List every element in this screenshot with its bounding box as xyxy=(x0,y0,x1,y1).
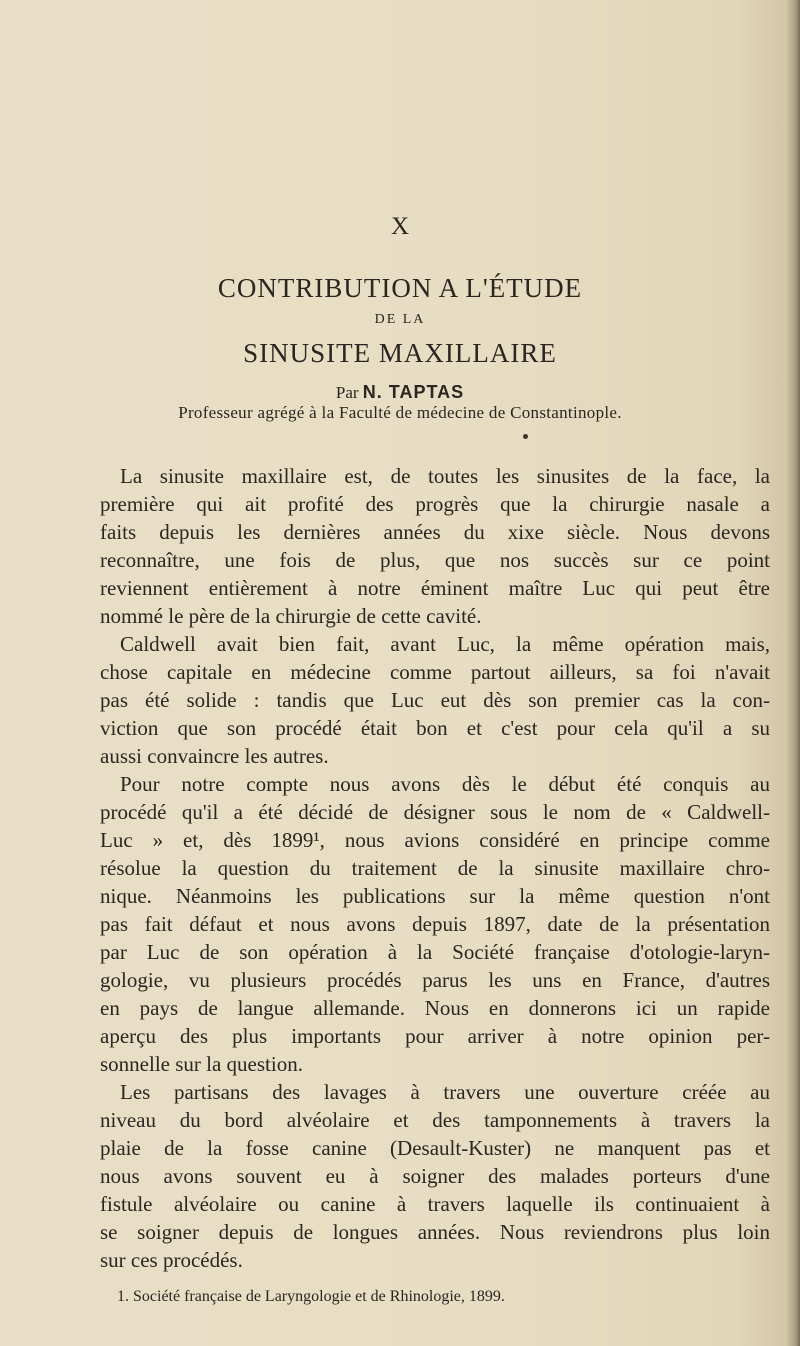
body-line: niveau du bord alvéolaire et des tamponnements à travers la xyxy=(100,1108,770,1132)
ornament-dot xyxy=(523,434,528,439)
body-line: aussi convaincre les autres. xyxy=(100,744,329,768)
body-line: reconnaître, une fois de plus, que nos succès sur ce point xyxy=(100,548,770,572)
body-line: faits depuis les dernières années du xixe siècle. Nous devons xyxy=(100,520,770,544)
title-line-2: DE LA xyxy=(374,312,426,327)
body-line: résolue la question du traitement de la sinusite maxillaire chro- xyxy=(100,856,770,880)
body-line: en pays de langue allemande. Nous en donnerons ici un rapide xyxy=(100,996,770,1020)
body-line: pas fait défaut et nous avons depuis 1897, date de la présentation xyxy=(100,912,770,936)
body-line: La sinusite maxillaire est, de toutes les sinusites de la face, la xyxy=(120,464,770,488)
body-line: viction que son procédé était bon et c'est pour cela qu'il a su xyxy=(100,716,770,740)
body-line: procédé qu'il a été décidé de désigner sous le nom de « Caldwell- xyxy=(100,800,770,824)
body-line: fistule alvéolaire ou canine à travers laquelle ils continuaient à xyxy=(100,1192,770,1216)
title-line-3: SINUSITE MAXILLAIRE xyxy=(243,338,557,368)
body-line: nommé le père de la chirurgie de cette cavité. xyxy=(100,604,482,628)
body-line: se soigner depuis de longues années. Nous reviendrons plus loin xyxy=(100,1220,770,1244)
body-line: pas été solide : tandis que Luc eut dès son premier cas la con- xyxy=(100,688,770,712)
body-line: Les partisans des lavages à travers une ouverture créée au xyxy=(120,1080,770,1104)
body-line: Luc » et, dès 1899¹, nous avions considéré en principe comme xyxy=(100,828,770,852)
body-line: aperçu des plus importants pour arriver à notre opinion per- xyxy=(100,1024,770,1048)
author-prefix: Par xyxy=(335,383,359,402)
footnote: 1. Société française de Laryngologie et de Rhinologie, 1899. xyxy=(117,1288,505,1305)
affiliation: Professeur agrégé à la Faculté de médecine de Constantinople. xyxy=(178,403,622,422)
author-name: N. TAPTAS xyxy=(362,382,465,402)
body-line: gologie, vu plusieurs procédés parus les uns en France, d'autres xyxy=(100,968,770,992)
body-line: par Luc de son opération à la Société française d'otologie-laryn- xyxy=(100,940,770,964)
body-line: Pour notre compte nous avons dès le début été conquis au xyxy=(120,772,770,796)
author xyxy=(0,382,800,403)
body-line: plaie de la fosse canine (Desault-Kuster) ne manquent pas et xyxy=(100,1136,770,1160)
body-line: nous avons souvent eu à soigner des malades porteurs d'une xyxy=(100,1164,770,1188)
body-line: chose capitale en médecine comme partout ailleurs, sa foi n'avait xyxy=(100,660,770,684)
page-edge-shadow xyxy=(786,0,800,1346)
body-line: nique. Néanmoins les publications sur la même question n'ont xyxy=(100,884,770,908)
body-line: sonnelle sur la question. xyxy=(100,1052,303,1076)
title-line-1: CONTRIBUTION A L'ÉTUDE xyxy=(217,273,583,303)
chapter-number: X xyxy=(390,213,410,240)
body-line: reviennent entièrement à notre éminent maître Luc qui peut être xyxy=(100,576,770,600)
body-line: Caldwell avait bien fait, avant Luc, la même opération mais, xyxy=(120,632,770,656)
body-line: sur ces procédés. xyxy=(100,1248,243,1272)
body-line: première qui ait profité des progrès que la chirurgie nasale a xyxy=(100,492,770,516)
